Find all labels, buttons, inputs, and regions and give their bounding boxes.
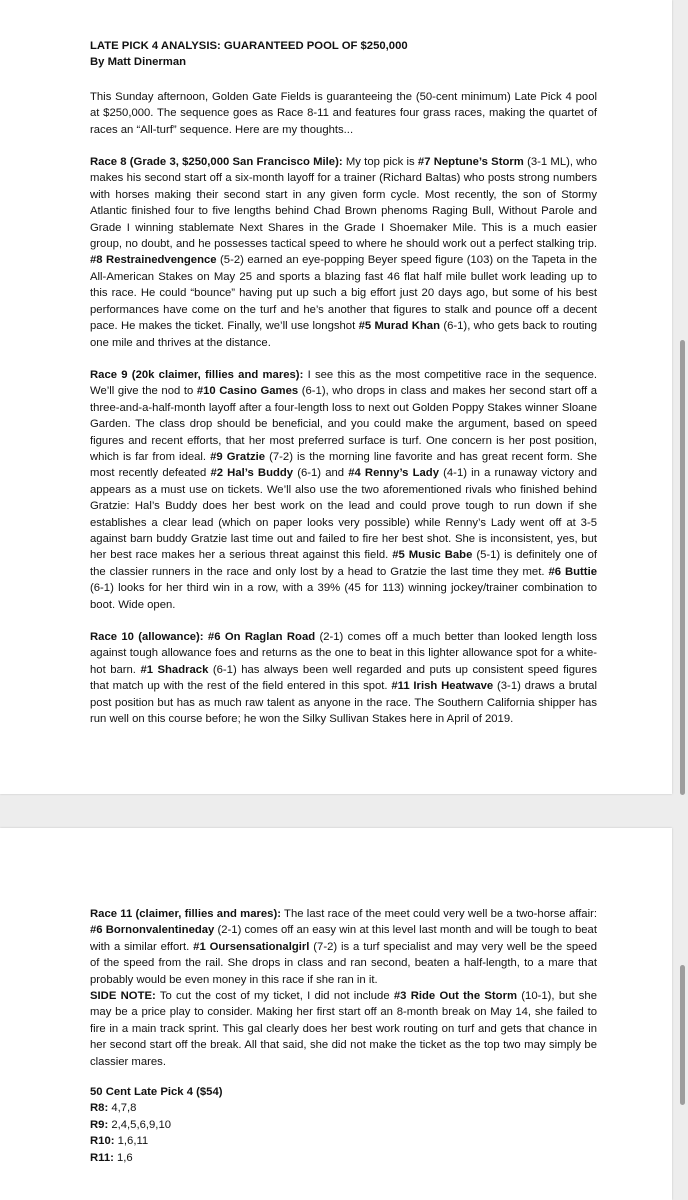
ticket-title: 50 Cent Late Pick 4 ($54) bbox=[90, 1086, 223, 1099]
side-note-label: SIDE NOTE: bbox=[90, 990, 156, 1003]
text: (6-1) has always been well regarded and puts up consistent speed figures that match up with the rest of the field entered in this spot. bbox=[90, 663, 597, 693]
horse-name: #6 Bornonvalentineday bbox=[90, 924, 215, 937]
horse-name: #5 Murad Khan bbox=[358, 320, 440, 333]
side-note-paragraph bbox=[90, 988, 597, 1070]
horse-name: #8 Restrainedvengence bbox=[90, 254, 217, 267]
leg-selections: 4,7,8 bbox=[108, 1102, 137, 1115]
leg-selections: 1,6,11 bbox=[114, 1135, 149, 1148]
text: (5-1) is definitely one of the classier runners in the race and only lost by a head to Gratzie the last time they met. bbox=[90, 549, 598, 578]
text: (7-2) is the morning line favorite and has great recent form. She most recently defeated bbox=[90, 450, 597, 480]
race-9-paragraph bbox=[90, 367, 597, 613]
horse-name: #5 Music Babe bbox=[392, 549, 473, 562]
horse-name: #7 Neptune’s Storm bbox=[417, 156, 524, 169]
horse-name: #10 Casino Games bbox=[196, 385, 299, 398]
text: (3-1) draws a brutal post position but has as much raw talent as anyone in the race. The Southern California shipper has run well on this course before; he won the Silky Sullivan Stakes here in April of 2019. bbox=[90, 680, 597, 726]
leg-label: R10: bbox=[90, 1135, 115, 1148]
text: (5-2) earned an eye-popping Beyer speed figure (103) on the Tapeta in the All-American Stakes on May 25 and sports a blazing fast 46 flat half mile bullet work leading up to this race. He could “bounce” having put up such a big effort just 20 days ago, but some of his best performances have come on the turf and he’s another that figures to stalk and pounce off a decent pace. He makes the ticket. Finally, we’ll use longshot bbox=[90, 254, 597, 333]
leg-label: R9: bbox=[90, 1118, 109, 1131]
race-11-paragraph bbox=[90, 906, 597, 988]
horse-name: #6 Buttie bbox=[548, 565, 597, 578]
scrollbar-thumb[interactable] bbox=[680, 965, 685, 1105]
text: (6-1), who drops in class and makes her second start off a three-and-a-half-month layoff after a four-length loss to next out Golden Poppy Stakes winner Sloane Garden. The class drop should be beneficial, and you could make the argument, based on speed figures and recent efforts, that her most preferred surface is turf. One concern is her post position, which is far from ideal. bbox=[90, 385, 597, 463]
text: To cut the cost of my ticket, I did not include bbox=[155, 990, 394, 1003]
leg-selections: 2,4,5,6,9,10 bbox=[108, 1118, 172, 1131]
text: The last race of the meet could very well be a two-horse affair: bbox=[280, 908, 598, 920]
document-page-2 bbox=[0, 828, 672, 1200]
horse-name: #11 Irish Heatwave bbox=[391, 680, 494, 693]
byline: By Matt Dinerman bbox=[90, 56, 187, 69]
horse-name: #9 Gratzie bbox=[210, 450, 266, 463]
horse-name: #3 Ride Out the Storm bbox=[393, 990, 518, 1003]
horse-name: #6 On Raglan Road bbox=[207, 631, 316, 643]
text: (2-1) comes off a much better than looked length loss against tough allowance foes and returns as the one to beat in this lighter allowance spot for a white-hot barn. bbox=[90, 631, 598, 676]
race-8-paragraph bbox=[90, 154, 597, 351]
text: (6-1), who gets back to routing one mile and thrives at the distance. bbox=[90, 320, 597, 349]
text: (6-1) looks for her third win in a row, with a 39% (45 for 113) winning jockey/trainer combination to boot. Wide open. bbox=[90, 582, 597, 611]
text: (10-1), but she may be a price play to consider. Making her first start off an 8-month break on May 14, she failed to fire in a main track sprint. This gal clearly does her best work routing on turf and gets that chance in her second start off the break. All that said, she did not make the ticket as the top two may simply be classier mares. bbox=[90, 990, 597, 1068]
ticket-leg-r11 bbox=[90, 1150, 597, 1166]
page-1-content bbox=[90, 38, 597, 743]
text: (3-1 ML), who makes his second start off a six-month layoff for a trainer (Richard Baltas) who posts strong numbers with horses making their second start in any given form cycle. Most recently, the son of Stormy Atlantic finished four to five lengths behind Chad Brown phenoms Raging Bull, Without Parole and Grade I winning stablemate Next Shares in the Grade I Shoemaker Mile. This is a much easier group, no doubt, and he possesses tactical speed to where he should work out a perfect stalking trip. bbox=[90, 156, 597, 251]
race-10-paragraph bbox=[90, 629, 597, 727]
horse-name: #2 Hal’s Buddy bbox=[210, 467, 294, 480]
leg-label: R11: bbox=[90, 1151, 114, 1164]
text: (4-1) in a runaway victory and appears as a must use on tickets. We’ll also use the two aforementioned rivals who finished behind Gratzie: Hal’s Buddy does her best work on the lead and could prove tough to run down if she establishes a clear lead (which on paper looks very possible) while Renny’s Lady went off at 3-5 against barn buddy Gratzie last time out and failed to fire her best shot. She is inconsistent, yes, but her best race makes her a serious threat against this field. bbox=[90, 467, 597, 562]
article-title: LATE PICK 4 ANALYSIS: GUARANTEED POOL OF $250,000 bbox=[90, 40, 408, 52]
ticket-leg-r8 bbox=[90, 1100, 597, 1116]
horse-name: #4 Renny’s Lady bbox=[348, 467, 439, 480]
horse-name: #1 Oursensationalgirl bbox=[193, 940, 310, 953]
ticket-leg-r9 bbox=[90, 1117, 597, 1133]
horse-name: #1 Shadrack bbox=[140, 663, 209, 676]
race-8-heading: Race 8 (Grade 3, $250,000 San Francisco Mile): bbox=[90, 156, 343, 169]
page-2-content bbox=[90, 906, 597, 1166]
leg-label: R8: bbox=[90, 1102, 109, 1115]
text: I see this as the most competitive race in the sequence. We’ll give the nod to bbox=[90, 368, 597, 398]
text: (6-1) and bbox=[293, 467, 349, 480]
race-11-heading: Race 11 (claimer, fillies and mares): bbox=[90, 908, 281, 920]
scrollbar-thumb[interactable] bbox=[680, 340, 685, 795]
race-10-heading: Race 10 (allowance): bbox=[90, 631, 204, 643]
leg-selections: 1,6 bbox=[113, 1151, 133, 1164]
text: My top pick is bbox=[342, 156, 418, 169]
text: (7-2) is a turf specialist and may very well be the speed of the speed from the rail. She drops in class and ran second, beaten a half-length, to a mare that probably would be even money in this race if she ran in it. bbox=[90, 940, 597, 986]
text: (2-1) comes off an easy win at this level last month and will be tough to beat with a similar effort. bbox=[90, 924, 597, 953]
ticket-leg-r10 bbox=[90, 1133, 597, 1149]
race-9-heading: Race 9 (20k claimer, fillies and mares): bbox=[90, 368, 304, 381]
intro-paragraph: This Sunday afternoon, Golden Gate Fields is guaranteeing the (50-cent minimum) Late Pick 4 pool at $250,000. The sequence goes as Race 8-11 and features four grass races, making the quartet of races an “All-turf” sequence. Here are my thoughts... bbox=[90, 90, 597, 136]
